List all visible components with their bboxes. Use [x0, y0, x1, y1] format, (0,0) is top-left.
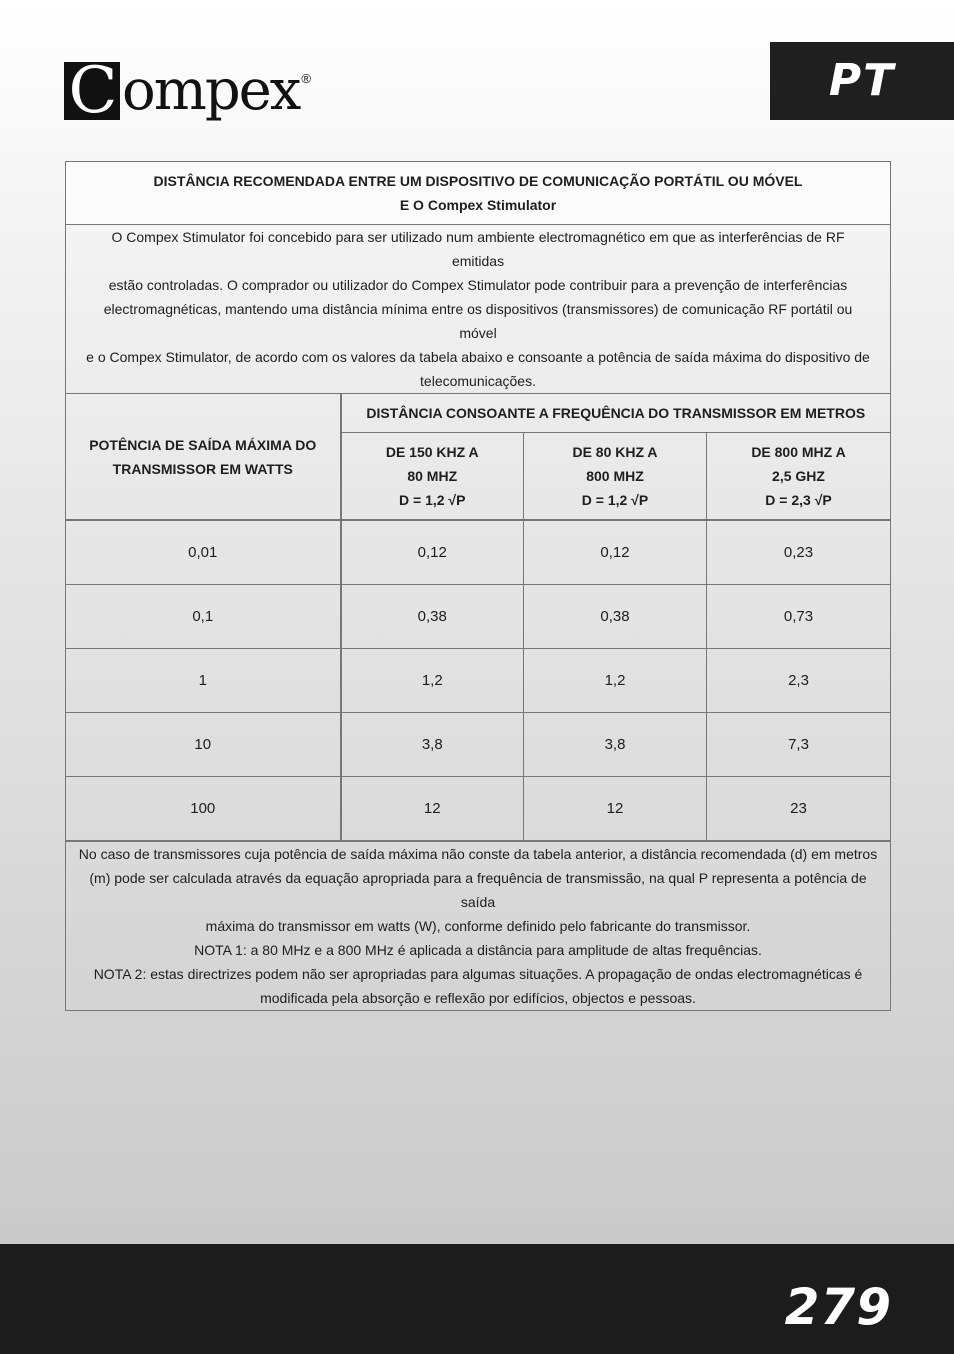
intro-paragraph: [66, 225, 891, 394]
distance-cell: 3,8: [341, 713, 524, 777]
note-line: No caso de transmissores cuja potência de saída máxima não conste da tabela anterior, a distância recomendada (d) em metros: [78, 846, 878, 862]
distance-cell: 0,23: [707, 520, 891, 585]
note-line: NOTA 1: a 80 MHz e a 800 MHz é aplicada a distância para amplitude de altas frequências.: [194, 942, 762, 958]
note-line: NOTA 2: estas directrizes podem não ser apropriadas para algumas situações. A propagação de ondas electromagnéticas é: [93, 966, 863, 982]
column-header-formula: D = 1,2 √P: [581, 492, 649, 508]
power-cell: 100: [66, 777, 341, 842]
column-header-line: DE 150 KHZ A: [385, 444, 479, 460]
column-header-line: 80 MHZ: [407, 468, 458, 484]
logo-text: ompex: [122, 58, 300, 123]
distance-cell: 1,2: [341, 649, 524, 713]
distance-cell: 0,12: [524, 520, 707, 585]
intro-line: telecomunicações.: [420, 373, 536, 389]
table-row: [66, 713, 891, 777]
distance-group-header: DISTÂNCIA CONSOANTE A FREQUÊNCIA DO TRANSMISSOR EM METROS: [341, 394, 891, 433]
distance-cell: 2,3: [707, 649, 891, 713]
column-header-line: DE 80 KHZ A: [572, 444, 658, 460]
table-row: [66, 520, 891, 585]
registered-mark: ®: [301, 70, 311, 86]
note-line: máxima do transmissor em watts (W), conforme definido pelo fabricante do transmissor.: [205, 918, 751, 934]
table-title-line: E O Compex Stimulator: [399, 197, 557, 213]
power-cell: 0,1: [66, 585, 341, 649]
power-cell: 1: [66, 649, 341, 713]
table-row: [66, 649, 891, 713]
table-row: [66, 585, 891, 649]
frequency-column-header: [524, 433, 707, 521]
intro-line: electromagnéticas, mantendo uma distância mínima entre os dispositivos (transmissores) de comunicação RF portátil ou móvel: [103, 301, 853, 341]
distance-cell: 0,12: [341, 520, 524, 585]
language-badge: PT: [770, 42, 954, 120]
column-header-line: DE 800 MHZ A: [751, 444, 846, 460]
distance-cell: 0,38: [341, 585, 524, 649]
compex-logo: [64, 44, 311, 123]
power-cell: 0,01: [66, 520, 341, 585]
note-line: modificada pela absorção e reflexão por edifícios, objectos e pessoas.: [260, 990, 696, 1006]
distance-cell: 3,8: [524, 713, 707, 777]
power-column-header: [66, 394, 341, 521]
distance-cell: 1,2: [524, 649, 707, 713]
distance-cell: 23: [707, 777, 891, 842]
power-header-line: TRANSMISSOR EM WATTS: [112, 460, 293, 477]
emc-distance-table: [65, 161, 891, 1011]
column-header-line: 800 MHZ: [586, 468, 644, 484]
distance-cell: 12: [524, 777, 707, 842]
power-cell: 10: [66, 713, 341, 777]
power-header-line: POTÊNCIA DE SAÍDA MÁXIMA DO: [89, 436, 317, 453]
column-header-formula: D = 2,3 √P: [765, 492, 832, 508]
distance-cell: 0,73: [707, 585, 891, 649]
table-row: [66, 777, 891, 842]
column-header-formula: D = 1,2 √P: [399, 492, 466, 508]
table-title: [66, 162, 891, 225]
distance-cell: 7,3: [707, 713, 891, 777]
notes-section: [66, 841, 891, 1011]
intro-line: estão controladas. O comprador ou utilizador do Compex Stimulator pode contribuir para a prevenção de interferências: [108, 277, 848, 293]
frequency-column-header: [707, 433, 891, 521]
note-line: (m) pode ser calculada através da equação apropriada para a frequência de transmissão, na qual P representa a potência de saída: [89, 870, 867, 910]
distance-cell: 12: [341, 777, 524, 842]
table-title-line: DISTÂNCIA RECOMENDADA ENTRE UM DISPOSITIVO DE COMUNICAÇÃO PORTÁTIL OU MÓVEL: [153, 173, 803, 189]
frequency-column-header: [341, 433, 524, 521]
intro-line: e o Compex Stimulator, de acordo com os valores da tabela abaixo e consoante a potência de saída máxima do dispositivo de: [86, 349, 870, 365]
distance-cell: 0,38: [524, 585, 707, 649]
logo-initial: C: [64, 62, 120, 120]
column-header-line: 2,5 GHZ: [772, 468, 825, 484]
intro-line: O Compex Stimulator foi concebido para ser utilizado num ambiente electromagnético em que as interferências de RF emitidas: [111, 229, 845, 269]
footer-bar: [0, 1244, 954, 1354]
page-number: 279: [784, 1278, 892, 1336]
